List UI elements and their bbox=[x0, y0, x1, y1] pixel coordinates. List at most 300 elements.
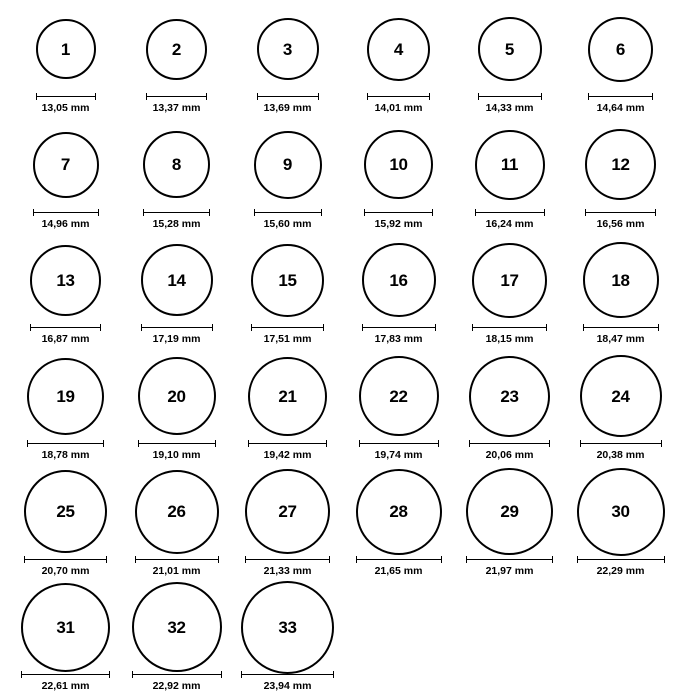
measure-line-icon bbox=[24, 559, 107, 560]
ring-circle-wrapper bbox=[475, 122, 545, 208]
ring-size-cell bbox=[121, 584, 232, 692]
ring-circle-wrapper bbox=[251, 237, 324, 323]
measure-line-icon bbox=[472, 327, 547, 328]
ring-circle bbox=[583, 242, 659, 318]
ring-circle bbox=[475, 130, 545, 200]
diameter-measure bbox=[143, 209, 210, 230]
ring-circle-wrapper bbox=[583, 237, 659, 323]
ring-circle bbox=[251, 244, 324, 317]
measure-line-icon bbox=[241, 674, 334, 675]
measure-bar-icon bbox=[24, 556, 107, 563]
ring-circle bbox=[33, 132, 99, 198]
size-row bbox=[10, 6, 690, 122]
ring-circle bbox=[132, 582, 222, 672]
diameter-label: 18,15 mm bbox=[485, 333, 534, 346]
measure-line-icon bbox=[27, 443, 104, 444]
measure-line-icon bbox=[257, 96, 319, 97]
ring-size-number: 21 bbox=[278, 386, 297, 406]
ring-size-number: 1 bbox=[60, 39, 71, 59]
measure-bar-icon bbox=[36, 93, 96, 100]
ring-size-number: 5 bbox=[504, 39, 515, 59]
ring-size-cell bbox=[10, 122, 121, 230]
ring-circle-wrapper bbox=[359, 353, 439, 439]
ring-size-cell bbox=[343, 6, 454, 114]
diameter-measure bbox=[469, 440, 550, 461]
measure-line-icon bbox=[143, 212, 210, 213]
ring-circle bbox=[24, 470, 107, 553]
diameter-measure bbox=[585, 209, 656, 230]
measure-line-icon bbox=[475, 212, 545, 213]
ring-size-cell bbox=[454, 237, 565, 345]
ring-size-cell bbox=[121, 469, 232, 577]
diameter-measure bbox=[257, 93, 319, 114]
ring-circle-wrapper bbox=[478, 6, 542, 92]
ring-size-number: 6 bbox=[615, 39, 626, 59]
measure-tick-right-icon bbox=[209, 209, 210, 216]
ring-size-cell bbox=[232, 353, 343, 461]
ring-size-number: 17 bbox=[500, 270, 519, 290]
diameter-measure bbox=[356, 556, 442, 577]
ring-circle bbox=[141, 244, 213, 316]
measure-bar-icon bbox=[580, 440, 662, 447]
ring-circle-wrapper bbox=[257, 6, 319, 92]
measure-bar-icon bbox=[254, 209, 322, 216]
measure-tick-right-icon bbox=[103, 440, 104, 447]
measure-line-icon bbox=[36, 96, 96, 97]
ring-size-number: 14 bbox=[167, 270, 186, 290]
diameter-measure bbox=[24, 556, 107, 577]
ring-circle-wrapper bbox=[30, 237, 101, 323]
diameter-measure bbox=[364, 209, 433, 230]
ring-circle bbox=[257, 18, 319, 80]
diameter-label: 16,87 mm bbox=[41, 333, 90, 346]
ring-size-cell bbox=[565, 237, 676, 345]
ring-circle bbox=[36, 19, 96, 79]
diameter-measure bbox=[146, 93, 207, 114]
diameter-label: 17,51 mm bbox=[263, 333, 312, 346]
ring-circle bbox=[241, 581, 334, 674]
ring-size-number: 10 bbox=[389, 155, 408, 175]
ring-circle-wrapper bbox=[141, 237, 213, 323]
measure-bar-icon bbox=[146, 93, 207, 100]
ring-circle bbox=[146, 19, 207, 80]
diameter-label: 15,28 mm bbox=[152, 217, 201, 230]
measure-tick-right-icon bbox=[664, 556, 665, 563]
diameter-measure bbox=[478, 93, 542, 114]
diameter-measure bbox=[362, 324, 436, 345]
ring-size-cell bbox=[343, 237, 454, 345]
measure-tick-right-icon bbox=[432, 209, 433, 216]
ring-circle bbox=[367, 18, 430, 81]
measure-bar-icon bbox=[583, 324, 659, 331]
ring-circle bbox=[478, 17, 542, 81]
diameter-measure bbox=[36, 93, 96, 114]
diameter-label: 17,19 mm bbox=[152, 333, 201, 346]
ring-circle-wrapper bbox=[36, 6, 96, 92]
measure-tick-right-icon bbox=[661, 440, 662, 447]
ring-circle bbox=[21, 583, 110, 672]
measure-line-icon bbox=[469, 443, 550, 444]
diameter-label: 22,29 mm bbox=[596, 564, 645, 577]
measure-tick-right-icon bbox=[438, 440, 439, 447]
ring-circle-wrapper bbox=[146, 6, 207, 92]
diameter-label: 15,60 mm bbox=[263, 217, 312, 230]
ring-size-cell bbox=[454, 6, 565, 114]
ring-size-number: 29 bbox=[500, 502, 519, 522]
diameter-measure bbox=[141, 324, 213, 345]
measure-line-icon bbox=[359, 443, 439, 444]
diameter-label: 21,01 mm bbox=[152, 564, 201, 577]
size-row bbox=[10, 584, 690, 700]
ring-circle bbox=[138, 357, 216, 435]
measure-bar-icon bbox=[257, 93, 319, 100]
diameter-label: 16,56 mm bbox=[596, 217, 645, 230]
measure-tick-right-icon bbox=[218, 556, 219, 563]
diameter-label: 17,83 mm bbox=[374, 333, 423, 346]
measure-tick-right-icon bbox=[652, 93, 653, 100]
ring-circle bbox=[27, 358, 104, 435]
diameter-label: 20,70 mm bbox=[41, 564, 90, 577]
measure-tick-right-icon bbox=[655, 209, 656, 216]
ring-size-number: 33 bbox=[278, 617, 297, 637]
diameter-label: 14,64 mm bbox=[596, 102, 645, 114]
measure-line-icon bbox=[583, 327, 659, 328]
ring-size-number: 11 bbox=[500, 155, 519, 175]
ring-size-number: 2 bbox=[171, 39, 182, 59]
ring-size-cell bbox=[232, 469, 343, 577]
diameter-measure bbox=[21, 671, 110, 692]
measure-bar-icon bbox=[251, 324, 324, 331]
diameter-label: 19,42 mm bbox=[263, 449, 312, 462]
measure-bar-icon bbox=[132, 671, 222, 678]
measure-tick-right-icon bbox=[215, 440, 216, 447]
ring-circle bbox=[245, 469, 330, 554]
measure-bar-icon bbox=[475, 209, 545, 216]
ring-size-number: 19 bbox=[56, 386, 75, 406]
ring-size-cell bbox=[565, 6, 676, 114]
measure-tick-right-icon bbox=[333, 671, 334, 678]
diameter-label: 23,94 mm bbox=[263, 680, 312, 693]
measure-line-icon bbox=[585, 212, 656, 213]
ring-size-cell bbox=[121, 122, 232, 230]
diameter-measure bbox=[135, 556, 219, 577]
measure-tick-right-icon bbox=[206, 93, 207, 100]
measure-tick-right-icon bbox=[546, 324, 547, 331]
ring-size-number: 7 bbox=[60, 155, 71, 175]
measure-tick-right-icon bbox=[318, 93, 319, 100]
measure-bar-icon bbox=[141, 324, 213, 331]
measure-tick-right-icon bbox=[544, 209, 545, 216]
measure-line-icon bbox=[254, 212, 322, 213]
ring-circle bbox=[135, 470, 219, 554]
ring-size-number: 3 bbox=[282, 39, 293, 59]
ring-size-number: 22 bbox=[389, 386, 408, 406]
ring-size-cell bbox=[232, 584, 343, 692]
measure-bar-icon bbox=[27, 440, 104, 447]
ring-size-cell bbox=[232, 122, 343, 230]
measure-line-icon bbox=[138, 443, 216, 444]
ring-size-number: 30 bbox=[611, 502, 630, 522]
measure-tick-right-icon bbox=[212, 324, 213, 331]
measure-bar-icon bbox=[241, 671, 334, 678]
measure-bar-icon bbox=[588, 93, 653, 100]
ring-circle-wrapper bbox=[367, 6, 430, 92]
measure-bar-icon bbox=[356, 556, 442, 563]
ring-size-number: 20 bbox=[167, 386, 186, 406]
measure-line-icon bbox=[577, 559, 665, 560]
diameter-measure bbox=[367, 93, 430, 114]
measure-line-icon bbox=[141, 327, 213, 328]
diameter-label: 16,24 mm bbox=[485, 217, 534, 230]
measure-line-icon bbox=[245, 559, 330, 560]
ring-circle-wrapper bbox=[577, 469, 665, 555]
measure-bar-icon bbox=[362, 324, 436, 331]
measure-bar-icon bbox=[135, 556, 219, 563]
ring-size-number: 16 bbox=[389, 270, 408, 290]
ring-size-cell bbox=[121, 6, 232, 114]
measure-line-icon bbox=[251, 327, 324, 328]
measure-bar-icon bbox=[245, 556, 330, 563]
measure-line-icon bbox=[146, 96, 207, 97]
ring-circle bbox=[364, 130, 433, 199]
measure-tick-right-icon bbox=[326, 440, 327, 447]
measure-bar-icon bbox=[138, 440, 216, 447]
measure-tick-right-icon bbox=[109, 671, 110, 678]
measure-bar-icon bbox=[466, 556, 553, 563]
ring-circle-wrapper bbox=[143, 122, 210, 208]
measure-bar-icon bbox=[30, 324, 101, 331]
ring-circle bbox=[588, 17, 653, 82]
ring-size-cell bbox=[565, 469, 676, 577]
ring-circle bbox=[466, 468, 553, 555]
diameter-label: 22,92 mm bbox=[152, 680, 201, 693]
diameter-measure bbox=[248, 440, 327, 461]
ring-circle-wrapper bbox=[248, 353, 327, 439]
diameter-measure bbox=[245, 556, 330, 577]
ring-circle-wrapper bbox=[27, 353, 104, 439]
measure-tick-right-icon bbox=[323, 324, 324, 331]
diameter-measure bbox=[251, 324, 324, 345]
diameter-label: 13,05 mm bbox=[41, 102, 90, 114]
measure-tick-right-icon bbox=[435, 324, 436, 331]
measure-tick-right-icon bbox=[429, 93, 430, 100]
size-row bbox=[10, 353, 690, 469]
ring-circle-wrapper bbox=[585, 122, 656, 208]
ring-circle bbox=[577, 468, 665, 556]
ring-size-cell bbox=[10, 353, 121, 461]
measure-line-icon bbox=[362, 327, 436, 328]
measure-line-icon bbox=[478, 96, 542, 97]
diameter-measure bbox=[30, 324, 101, 345]
measure-tick-right-icon bbox=[441, 556, 442, 563]
diameter-measure bbox=[33, 209, 99, 230]
ring-size-number: 12 bbox=[611, 155, 630, 175]
diameter-label: 18,47 mm bbox=[596, 333, 645, 346]
ring-circle bbox=[585, 129, 656, 200]
measure-line-icon bbox=[132, 674, 222, 675]
measure-bar-icon bbox=[359, 440, 439, 447]
ring-size-cell bbox=[232, 6, 343, 114]
diameter-label: 19,74 mm bbox=[374, 449, 423, 462]
measure-bar-icon bbox=[472, 324, 547, 331]
ring-circle-wrapper bbox=[241, 584, 334, 670]
diameter-label: 15,92 mm bbox=[374, 217, 423, 230]
ring-size-cell bbox=[454, 469, 565, 577]
measure-line-icon bbox=[248, 443, 327, 444]
ring-size-number: 26 bbox=[167, 502, 186, 522]
diameter-measure bbox=[583, 324, 659, 345]
measure-line-icon bbox=[30, 327, 101, 328]
diameter-measure bbox=[254, 209, 322, 230]
ring-circle-wrapper bbox=[356, 469, 442, 555]
ring-circle bbox=[359, 356, 439, 436]
measure-tick-right-icon bbox=[549, 440, 550, 447]
ring-circle-wrapper bbox=[24, 469, 107, 555]
ring-circle bbox=[580, 355, 662, 437]
ring-size-cell bbox=[454, 353, 565, 461]
ring-size-cell bbox=[121, 237, 232, 345]
measure-line-icon bbox=[580, 443, 662, 444]
diameter-measure bbox=[472, 324, 547, 345]
measure-bar-icon bbox=[469, 440, 550, 447]
diameter-measure bbox=[588, 93, 653, 114]
diameter-measure bbox=[138, 440, 216, 461]
diameter-label: 19,10 mm bbox=[152, 449, 201, 462]
diameter-label: 13,69 mm bbox=[263, 102, 312, 114]
measure-line-icon bbox=[588, 96, 653, 97]
ring-circle-wrapper bbox=[472, 237, 547, 323]
diameter-measure bbox=[241, 671, 334, 692]
measure-tick-right-icon bbox=[329, 556, 330, 563]
diameter-label: 14,33 mm bbox=[485, 102, 534, 114]
ring-circle-wrapper bbox=[362, 237, 436, 323]
ring-circle bbox=[469, 356, 550, 437]
diameter-label: 21,33 mm bbox=[263, 564, 312, 577]
measure-tick-right-icon bbox=[221, 671, 222, 678]
size-row bbox=[10, 122, 690, 238]
measure-tick-right-icon bbox=[106, 556, 107, 563]
ring-size-number: 18 bbox=[611, 270, 630, 290]
ring-size-number: 24 bbox=[611, 386, 630, 406]
measure-line-icon bbox=[21, 674, 110, 675]
ring-size-cell bbox=[343, 353, 454, 461]
measure-bar-icon bbox=[478, 93, 542, 100]
ring-size-cell bbox=[10, 6, 121, 114]
ring-size-cell bbox=[565, 122, 676, 230]
ring-size-number: 4 bbox=[393, 39, 404, 59]
diameter-measure bbox=[475, 209, 545, 230]
ring-size-number: 28 bbox=[389, 502, 408, 522]
ring-circle bbox=[254, 131, 322, 199]
ring-circle bbox=[248, 357, 327, 436]
ring-circle bbox=[472, 243, 547, 318]
measure-tick-right-icon bbox=[552, 556, 553, 563]
measure-tick-right-icon bbox=[98, 209, 99, 216]
ring-size-cell bbox=[10, 584, 121, 692]
ring-circle-wrapper bbox=[135, 469, 219, 555]
ring-size-cell bbox=[343, 469, 454, 577]
diameter-measure bbox=[577, 556, 665, 577]
ring-circle-wrapper bbox=[254, 122, 322, 208]
ring-size-number: 8 bbox=[171, 155, 182, 175]
measure-line-icon bbox=[33, 212, 99, 213]
measure-bar-icon bbox=[248, 440, 327, 447]
measure-line-icon bbox=[135, 559, 219, 560]
diameter-measure bbox=[359, 440, 439, 461]
diameter-label: 21,97 mm bbox=[485, 564, 534, 577]
measure-line-icon bbox=[466, 559, 553, 560]
diameter-label: 14,01 mm bbox=[374, 102, 423, 114]
measure-line-icon bbox=[364, 212, 433, 213]
ring-size-cell bbox=[454, 122, 565, 230]
ring-circle bbox=[362, 243, 436, 317]
measure-tick-right-icon bbox=[658, 324, 659, 331]
ring-size-number: 31 bbox=[56, 617, 75, 637]
ring-size-number: 25 bbox=[56, 502, 75, 522]
ring-size-cell bbox=[343, 122, 454, 230]
ring-circle-wrapper bbox=[588, 6, 653, 92]
ring-size-number: 9 bbox=[282, 155, 293, 175]
ring-circle-wrapper bbox=[469, 353, 550, 439]
measure-line-icon bbox=[356, 559, 442, 560]
diameter-measure bbox=[27, 440, 104, 461]
diameter-label: 20,06 mm bbox=[485, 449, 534, 462]
ring-circle bbox=[30, 245, 101, 316]
diameter-label: 21,65 mm bbox=[374, 564, 423, 577]
ring-circle-wrapper bbox=[364, 122, 433, 208]
ring-circle-wrapper bbox=[245, 469, 330, 555]
measure-bar-icon bbox=[33, 209, 99, 216]
ring-circle-wrapper bbox=[33, 122, 99, 208]
ring-size-cell bbox=[232, 237, 343, 345]
measure-tick-right-icon bbox=[95, 93, 96, 100]
measure-tick-right-icon bbox=[541, 93, 542, 100]
ring-circle-wrapper bbox=[21, 584, 110, 670]
ring-size-cell bbox=[10, 237, 121, 345]
measure-bar-icon bbox=[21, 671, 110, 678]
ring-circle bbox=[356, 469, 442, 555]
diameter-label: 14,96 mm bbox=[41, 217, 90, 230]
ring-circle bbox=[143, 131, 210, 198]
measure-bar-icon bbox=[364, 209, 433, 216]
ring-size-cell bbox=[10, 469, 121, 577]
measure-tick-right-icon bbox=[100, 324, 101, 331]
ring-circle-wrapper bbox=[138, 353, 216, 439]
diameter-measure bbox=[580, 440, 662, 461]
measure-bar-icon bbox=[143, 209, 210, 216]
measure-bar-icon bbox=[585, 209, 656, 216]
size-row bbox=[10, 469, 690, 585]
size-row bbox=[10, 237, 690, 353]
ring-size-cell bbox=[121, 353, 232, 461]
diameter-measure bbox=[466, 556, 553, 577]
diameter-label: 20,38 mm bbox=[596, 449, 645, 462]
ring-circle-wrapper bbox=[580, 353, 662, 439]
measure-tick-right-icon bbox=[321, 209, 322, 216]
ring-size-number: 27 bbox=[278, 502, 297, 522]
ring-size-cell bbox=[565, 353, 676, 461]
ring-size-number: 13 bbox=[56, 270, 75, 290]
measure-line-icon bbox=[367, 96, 430, 97]
ring-size-number: 23 bbox=[500, 386, 519, 406]
measure-bar-icon bbox=[367, 93, 430, 100]
diameter-label: 18,78 mm bbox=[41, 449, 90, 462]
measure-bar-icon bbox=[577, 556, 665, 563]
diameter-label: 13,37 mm bbox=[152, 102, 201, 114]
diameter-measure bbox=[132, 671, 222, 692]
diameter-label: 22,61 mm bbox=[41, 680, 90, 693]
ring-circle-wrapper bbox=[132, 584, 222, 670]
